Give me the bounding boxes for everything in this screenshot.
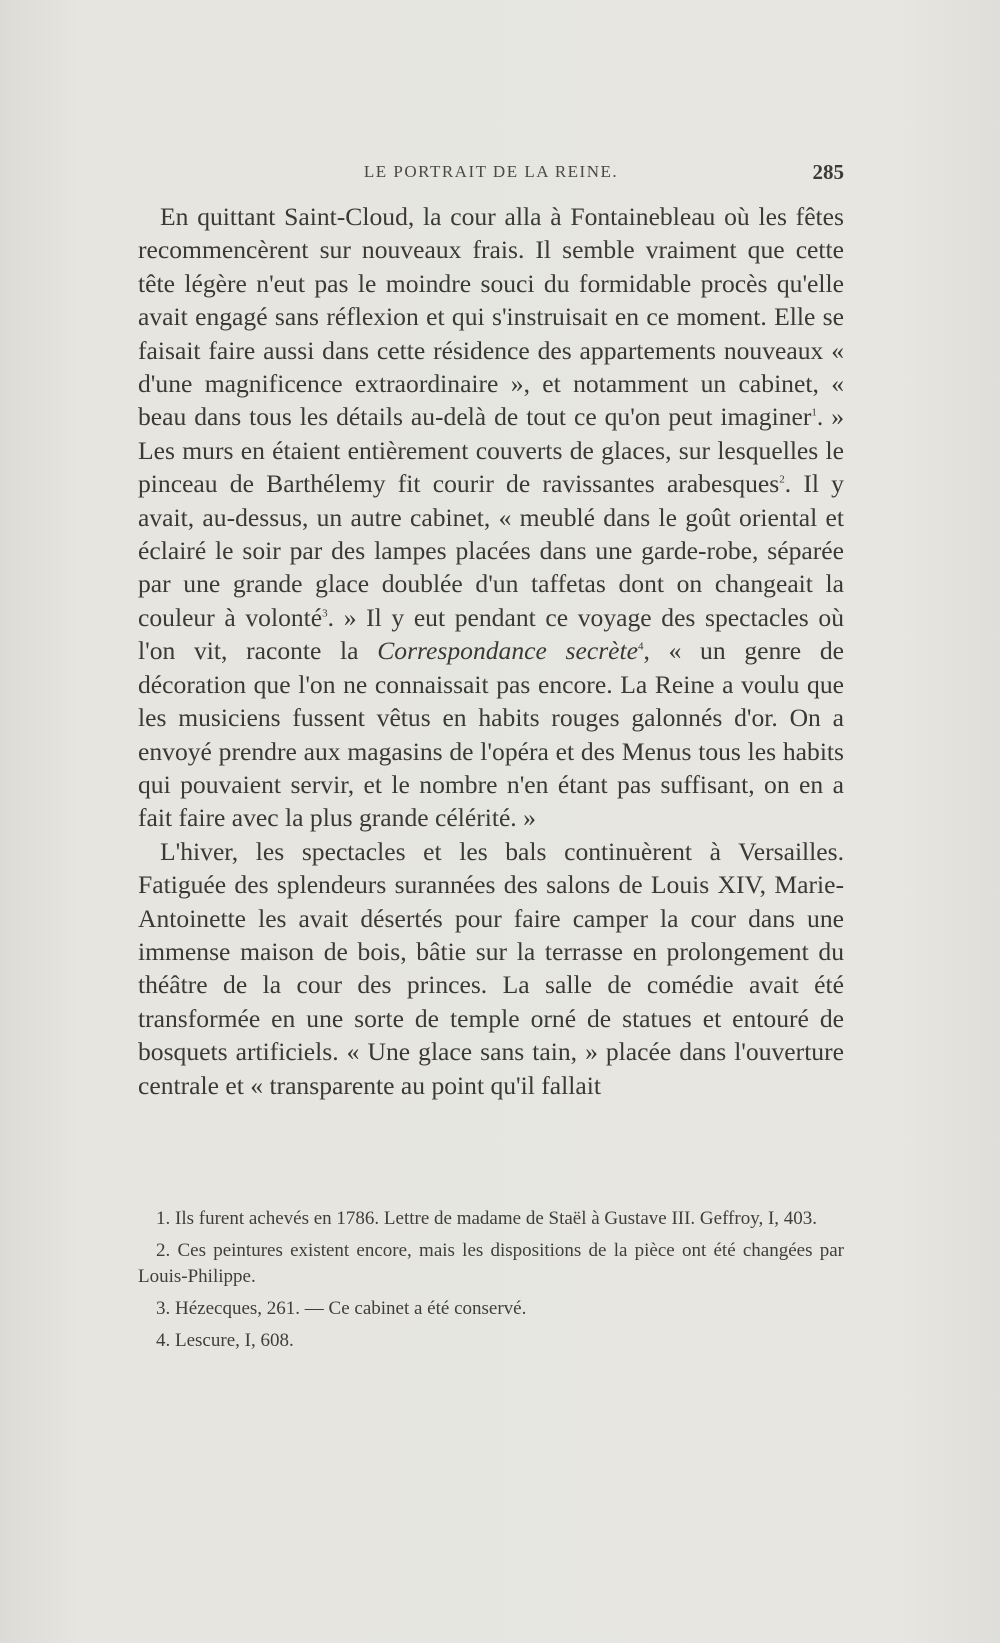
footnotes: [138, 1206, 844, 1360]
footnote-ref-1: 1: [811, 406, 817, 419]
paragraph-1: [138, 200, 844, 835]
paragraph-2: L'hiver, les spectacles et les bals continuèrent à Versailles. Fatiguée des splendeurs surannées des salons de Louis XIV, Marie-Antoinette les avait désertés pour faire camper la cour dans une immense maison de bois, bâtie sur la terrasse en prolongement du théâtre de la cour des princes. La salle de comédie avait été transformée en une sorte de temple orné de statues et entouré de bosquets artificiels. « Une glace sans tain, » placée dans l'ouverture centrale et « transparente au point qu'il fallait: [138, 836, 844, 1100]
running-head: [138, 162, 844, 192]
body-text: [138, 200, 844, 1102]
footnote-4: 4. Lescure, I, 608.: [156, 1330, 294, 1351]
paragraph-1-text-a: En quittant Saint-Cloud, la cour alla à Fontainebleau où les fêtes recommencèrent sur nouveaux frais. Il semble vraiment que cette tête légère n'eut pas le moindre souci du formidable procès qu'elle avait engagé sans réflexion et qui s'instruisait en ce moment. Elle se faisait faire aussi dans cette résidence des appartements nouveaux « d'une magnificence extraordinaire », et notamment un cabinet, « beau dans tous les détails au-delà de tout ce qu'on peut imaginer: [138, 202, 844, 432]
footnote-3: 3. Hézecques, 261. — Ce cabinet a été conservé.: [156, 1298, 527, 1319]
paragraph-1-text-d: . » Il y eut pendant ce voyage des spectacles où l'on vit, raconte la: [138, 602, 844, 666]
paragraph-1-text-b: . » Les murs en étaient entièrement couverts de glaces, sur lesquelles le pinceau de Barthélemy fit courir de ravissantes arabesques: [138, 402, 844, 499]
footnote-ref-4: 4: [638, 640, 644, 653]
footnote-ref-2: 2: [779, 473, 785, 486]
running-title: LE PORTRAIT DE LA REINE.: [363, 162, 619, 181]
footnote-1: 1. Ils furent achevés en 1786. Lettre de madame de Staël à Gustave III. Geffroy, I, 403.: [156, 1208, 818, 1229]
page-number: 285: [812, 160, 844, 184]
footnote-ref-3: 3: [322, 607, 328, 620]
footnote-2: 2. Ces peintures existent encore, mais les dispositions de la pièce ont été changées par Louis-Philippe.: [138, 1240, 844, 1287]
paragraph-1-text-c: . Il y avait, au-dessus, un autre cabinet, « meublé dans le goût oriental et éclairé le soir par des lampes placées dans une garde-robe, séparée par une grande glace doublée d'un taffetas dont on changeait la couleur à volonté: [138, 469, 844, 632]
paragraph-1-text-e: , « un genre de décoration que l'on ne connaissait pas encore. La Reine a voulu que les musiciens fussent vêtus en habits rouges galonnés d'or. On a envoyé prendre aux magasins de l'opéra et des Menus tous les habits qui pouvaient servir, et le nombre n'en étant pas suffisant, on en a fait faire avec la plus grande célérité. »: [138, 636, 844, 833]
italic-title: Correspondance secrète: [377, 636, 639, 666]
